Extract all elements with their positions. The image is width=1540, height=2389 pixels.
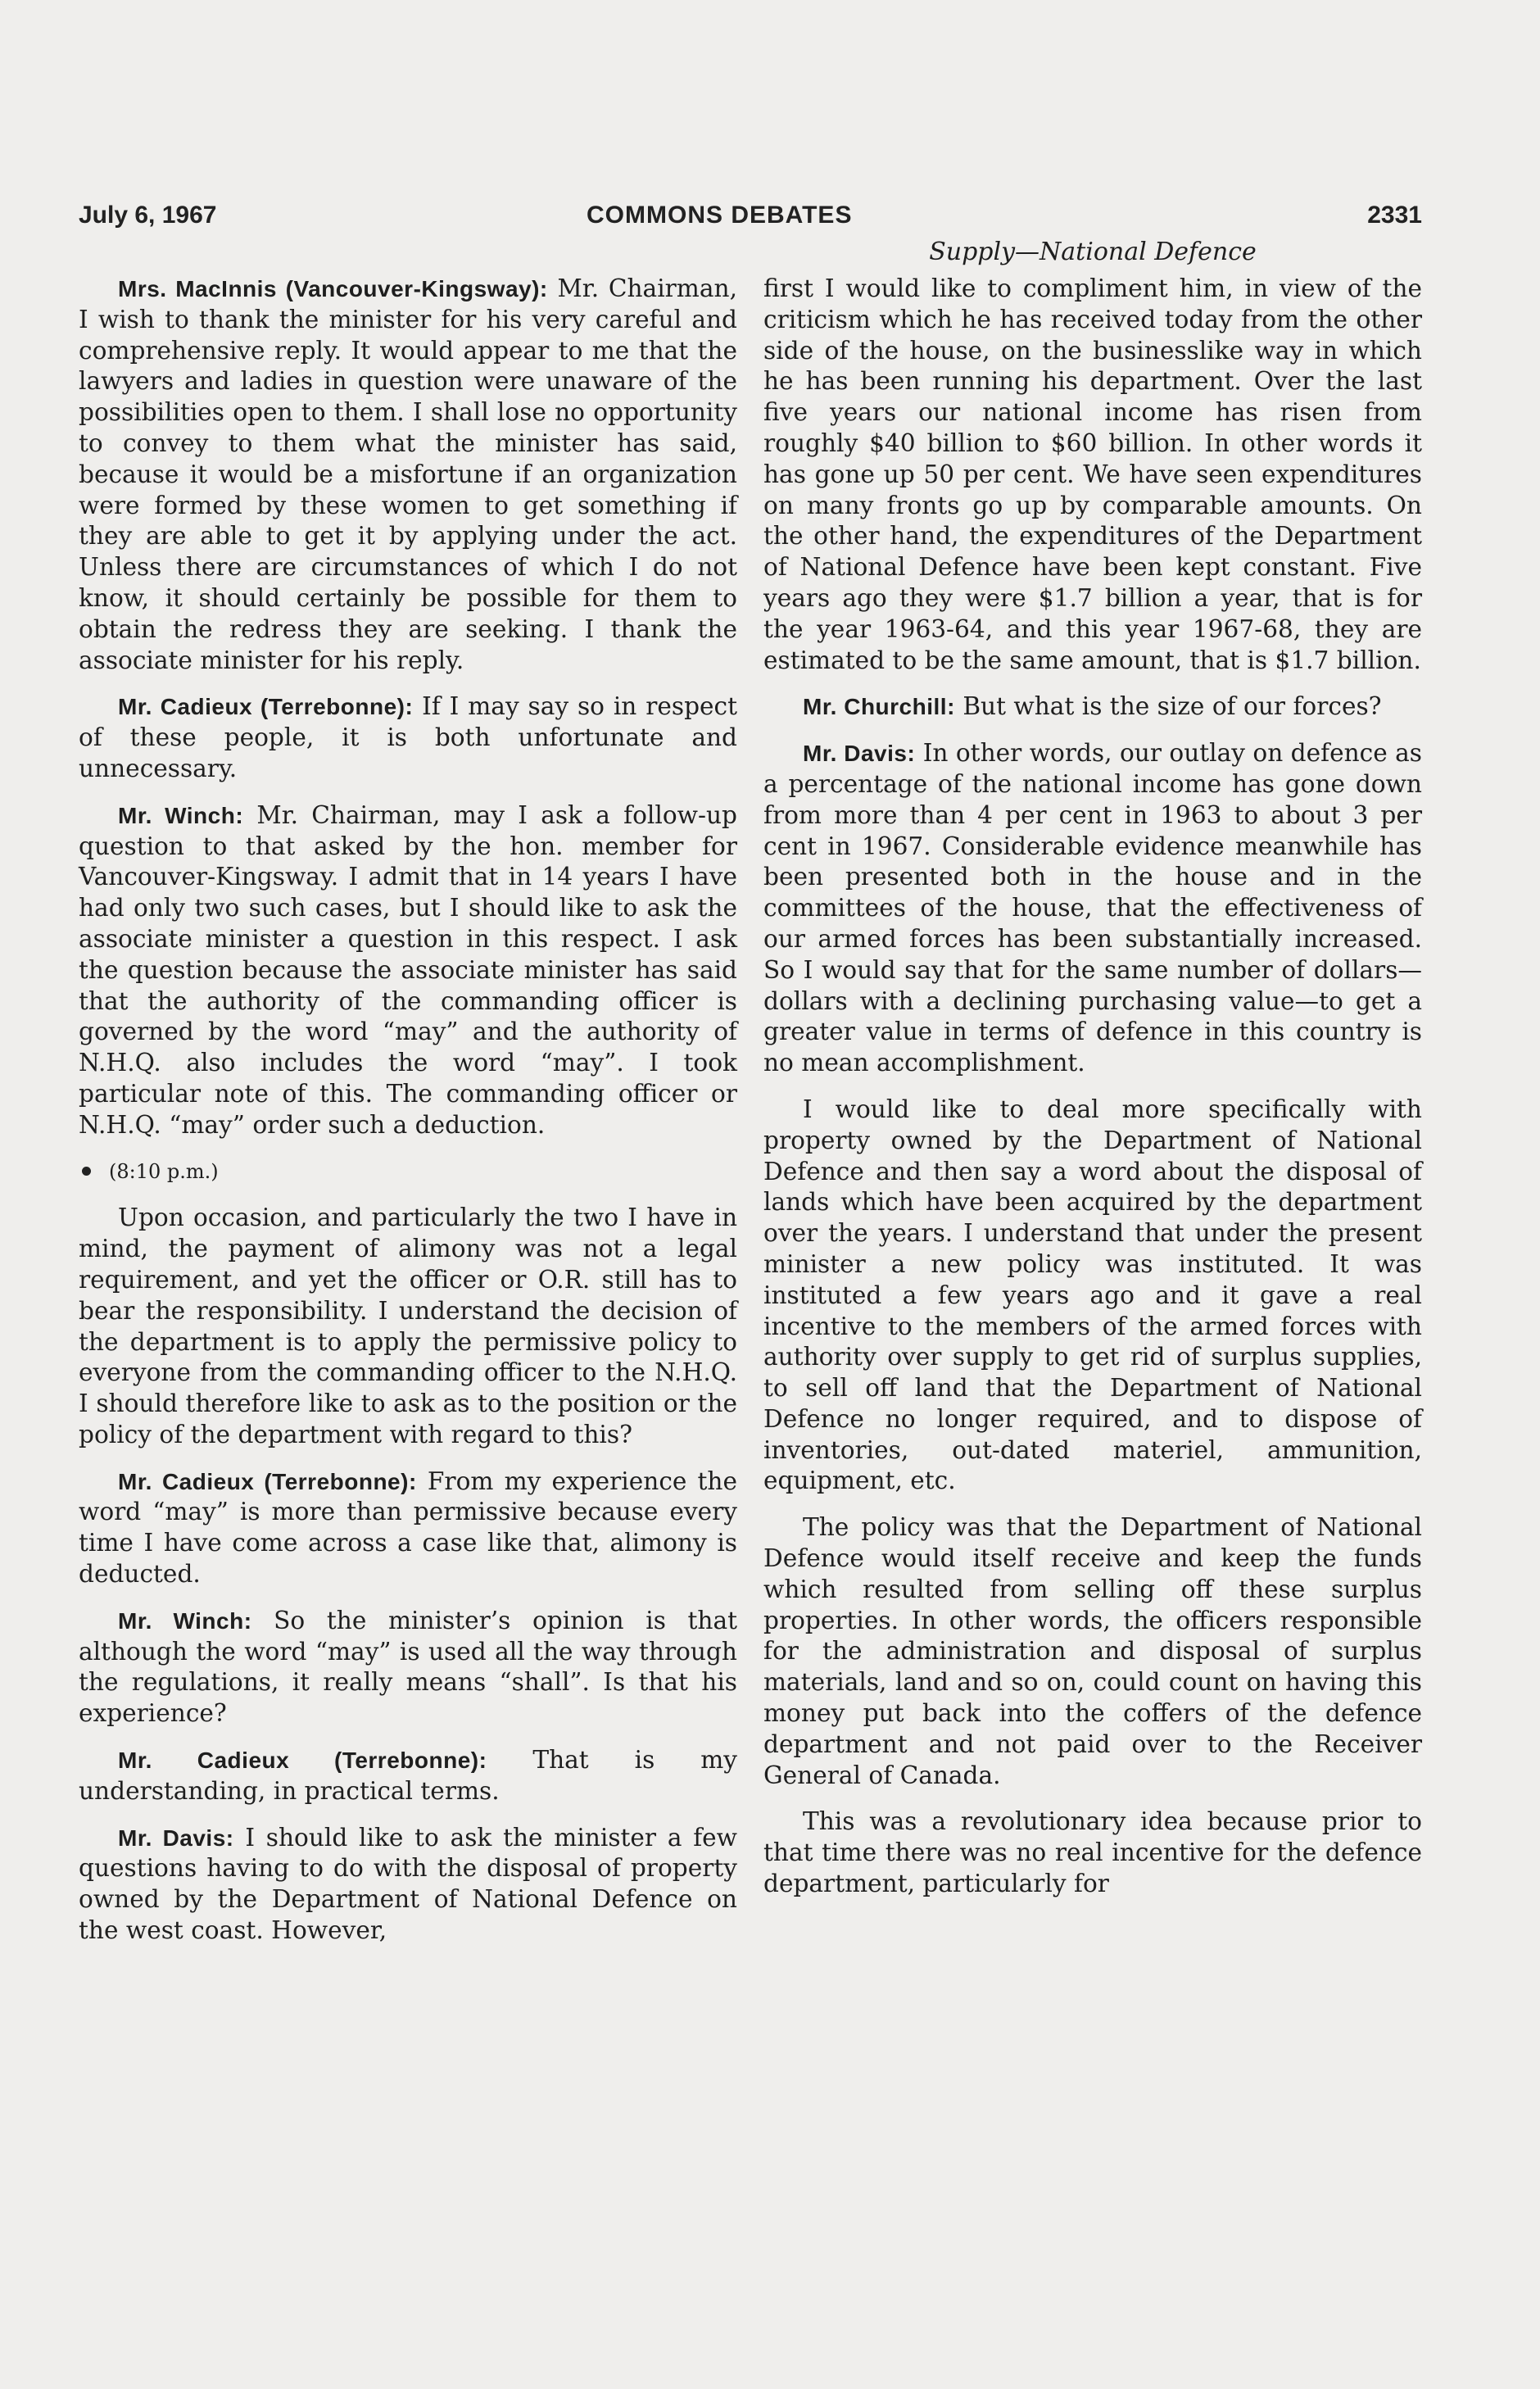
paragraph-text: In other words, our outlay on defence as a percentage of the national income has gone down from more than 4 per cent in 1963 to about 3 per cent in 1967. Considerable evidence meanwhile has been presented both in the house and in the committees of the house, that the effectiveness of our armed forces has been substantially increased. So I would say that for the same number of dollars—dollars with a declining purchasing value—to get a greater value in terms of defence in this country is no mean accomplishment. <box>763 739 1422 1077</box>
paragraph-text: So the minister’s opinion is that although the word “may” is used all the way through the regulations, it really means “shall”. Is that his experience? <box>79 1606 737 1728</box>
paragraph <box>763 691 1422 723</box>
paragraph-text: Mr. Chairman, may I ask a follow-up question to that asked by the hon. member for Vancouver-Kingsway. I admit that in 14 years I have had only two such cases, but I should like to ask the associate minister a question in this respect. I ask the question because the associate minister has said that the authority of the commanding officer is governed by the word “may” and the authority of N.H.Q. also includes the word “may”. I took particular note of this. The commanding officer or N.H.Q. “may” order such a deduction. <box>79 800 737 1139</box>
paragraph-text: Mr. Chairman, I wish to thank the minister for his very careful and comprehensive reply. It would appear to me that the lawyers and ladies in question were unaware of the possibilities open to them. I shall lose no opportunity to convey to them what the minister has said, because it would be a misfortune if an organization were formed by these women to get something if they are able to get it by applying under the act. Unless there are circumstances of which I do not know, it should certainly be possible for them to obtain the redress they are seeking. I thank the associate minister for his reply. <box>79 274 737 674</box>
paragraph <box>79 1745 737 1807</box>
header-page-number: 2331 <box>1367 202 1422 229</box>
paragraph-text: This was a revolutionary idea because prior to that time there was no real incentive for the defence department, particularly for <box>763 1807 1422 1898</box>
paragraph <box>763 1095 1422 1497</box>
paragraph-text: But what is the size of our forces? <box>954 692 1382 721</box>
section-title: Supply—National Defence <box>929 238 1257 266</box>
paragraph <box>763 274 1422 676</box>
paragraph <box>79 1823 737 1947</box>
paragraph-text: first I would like to compliment him, in view of the criticism which he has received today from the other side of the house, on the businesslike way in which he has been running his department. Over the last five years our national income has risen from roughly $40 billion to $60 billion. In other words it has gone up 50 per cent. We have seen expenditures on many fronts go up by comparable amounts. On the other hand, the expenditures of the Department of National Defence have been kept constant. Five years ago they were $1.7 billion a year, that is for the year 1963-64, and this year 1967-68, they are estimated to be the same amount, that is $1.7 billion. <box>763 274 1422 674</box>
paragraph <box>79 1606 737 1729</box>
paragraph <box>79 274 737 676</box>
speaker-name: Mr. Cadieux (Terrebonne): <box>118 694 414 720</box>
speaker-name: Mr. Winch: <box>118 1607 252 1634</box>
paragraph-text: That is my understanding, in practical terms. <box>79 1746 737 1805</box>
speaker-name: Mr. Winch: <box>118 802 244 828</box>
paragraph <box>763 738 1422 1079</box>
timestamp-text: (8:10 p.m.) <box>109 1159 219 1183</box>
paragraph-text: I should like to ask the minister a few questions having to do with the disposal of property owned by the Department of National Defence on the west coast. However, <box>79 1823 737 1945</box>
paragraph-text: From my experience the word “may” is more than permissive because every time I have come across a case like that, alimony is deducted. <box>79 1466 737 1589</box>
paragraph <box>79 800 737 1141</box>
paragraph-text: The policy was that the Department of National Defence would itself receive and keep the funds which resulted from selling off these surplus properties. In other words, the officers responsible for the administration and disposal of surplus materials, land and so on, could count on having this money put back into the coffers of the defence department and not paid over to the Receiver General of Canada. <box>763 1513 1422 1789</box>
paragraph <box>79 1466 737 1590</box>
speaker-name: Mr. Davis: <box>118 1825 234 1851</box>
paragraph <box>79 691 737 784</box>
header-date: July 6, 1967 <box>79 202 217 229</box>
paragraph <box>763 1512 1422 1791</box>
bullet-icon <box>82 1167 91 1176</box>
speaker-name: Mrs. MacInnis (Vancouver-Kingsway): <box>118 276 548 301</box>
header-journal-title: COMMONS DEBATES <box>587 202 853 229</box>
page-header <box>79 195 1422 236</box>
right-column <box>763 274 1422 1915</box>
speaker-name: Mr. Davis: <box>803 741 916 767</box>
speaker-name: Mr. Churchill: <box>803 694 955 720</box>
speaker-name: Mr. Cadieux (Terrebonne): <box>118 1748 487 1774</box>
left-column <box>79 274 737 1962</box>
paragraph <box>763 1806 1422 1899</box>
timestamp <box>79 1157 737 1188</box>
paragraph-text: I would like to deal more specifically with property owned by the Department of National Defence and then say a word about the disposal of lands which have been acquired by the department over the years. I understand that under the present minister a new policy was instituted. It was instituted a few years ago and it gave a real incentive to the members of the armed forces with authority over supply to get rid of surplus supplies, to sell off land that the Department of National Defence no longer required, and to dispose of inventories, out-dated materiel, ammunition, equipment, etc. <box>763 1095 1422 1495</box>
paragraph-text: If I may say so in respect of these people, it is both unfortunate and unnecessary. <box>79 692 737 782</box>
speaker-name: Mr. Cadieux (Terrebonne): <box>118 1468 417 1494</box>
paragraph <box>79 1203 737 1450</box>
paragraph-text: Upon occasion, and particularly the two I have in mind, the payment of alimony was not a legal requirement, and yet the officer or O.R. still has to bear the responsibility. I understand the decision of the department is to apply the permissive policy to everyone from the commanding officer to the N.H.Q. I should therefore like to ask as to the position or the policy of the department with regard to this? <box>79 1204 737 1448</box>
